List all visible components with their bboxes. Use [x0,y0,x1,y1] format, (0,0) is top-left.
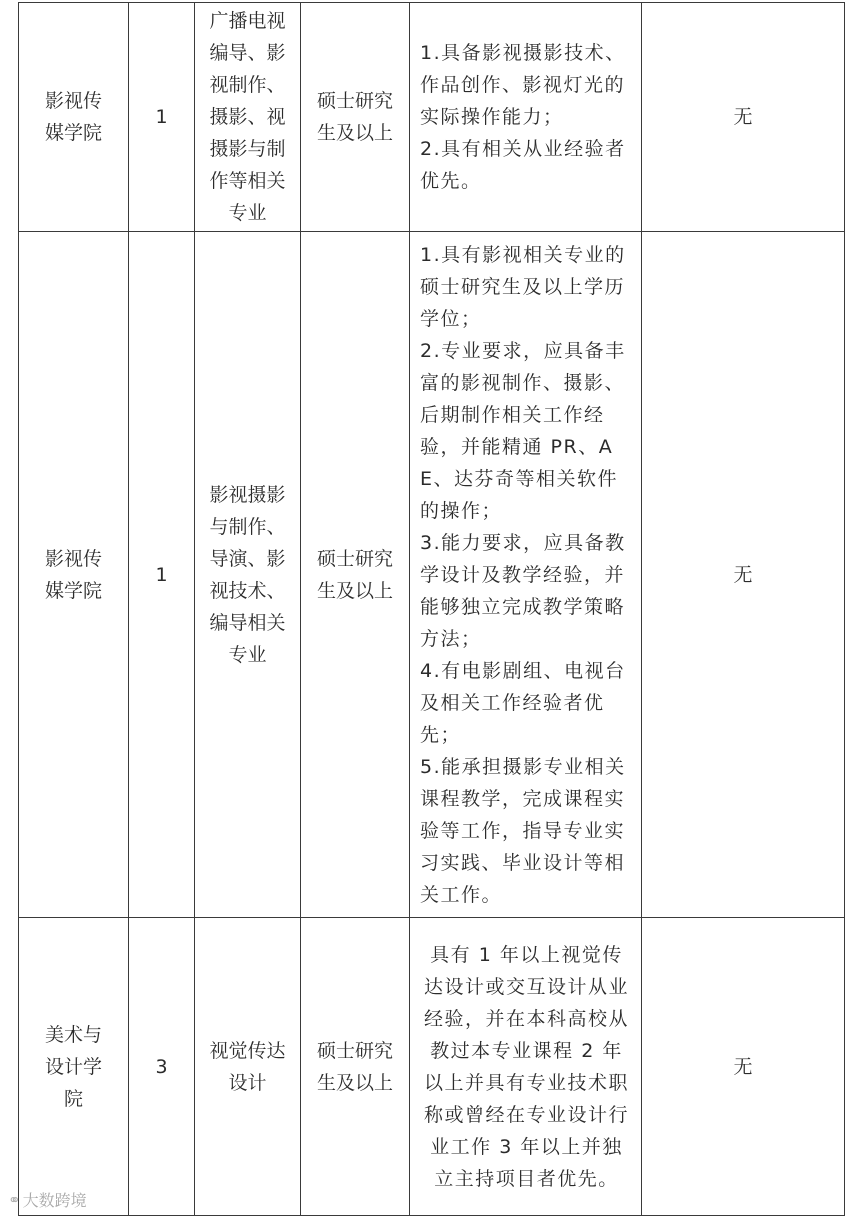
recruitment-table [18,2,845,1216]
headcount-cell: 3 [129,918,195,1216]
other-cell: 无 [642,3,845,232]
requirement-item: 5.能承担摄影专业相关课程教学，完成课程实验等工作，指导专业实习实践、毕业设计等相关工作。 [420,755,626,906]
education-cell: 硕士研究生及以上 [301,232,410,918]
requirements-cell [410,232,642,918]
requirement-item: 具有 1 年以上视觉传达设计或交互设计从业经验，并在本科高校从教过本专业课程 2 年以上并具有专业技术职称或曾经在专业设计行业工作 3 年以上并独立主持项目者优先。 [423,943,629,1190]
headcount-cell: 1 [129,232,195,918]
headcount-cell: 1 [129,3,195,232]
watermark-text: 大数跨境 [22,1191,87,1210]
table-row [19,3,845,232]
education-cell: 硕士研究生及以上 [301,3,410,232]
requirements-cell [410,3,642,232]
weibo-icon: ⚭ [8,1190,21,1209]
college-cell: 影视传媒学院 [19,3,129,232]
major-cell: 广播电视编导、影视制作、摄影、视摄影与制作等相关专业 [195,3,301,232]
table-row [19,232,845,918]
requirement-item: 2.具有相关从业经验者优先。 [420,138,626,192]
requirement-item: 4.有电影剧组、电视台及相关工作经验者优先； [420,659,626,746]
education-cell: 硕士研究生及以上 [301,918,410,1216]
requirement-item: 1.具备影视摄影技术、作品创作、影视灯光的实际操作能力； [420,42,626,128]
other-cell: 无 [642,232,845,918]
major-cell: 影视摄影与制作、导演、影视技术、编导相关专业 [195,232,301,918]
requirements-cell [410,918,642,1216]
requirement-item: 1.具有影视相关专业的硕士研究生及以上学历学位； [420,243,626,330]
college-cell: 影视传媒学院 [19,232,129,918]
other-cell: 无 [642,918,845,1216]
major-cell: 视觉传达设计 [195,918,301,1216]
requirement-item: 2.专业要求，应具备丰富的影视制作、摄影、后期制作相关工作经验，并能精通 PR、AE、达芬奇等相关软件的操作； [420,339,626,522]
college-cell: 美术与设计学院 [19,918,129,1216]
watermark [8,1188,87,1211]
requirement-item: 3.能力要求，应具备教学设计及教学经验，并能够独立完成教学策略方法； [420,531,626,650]
table-row [19,918,845,1216]
